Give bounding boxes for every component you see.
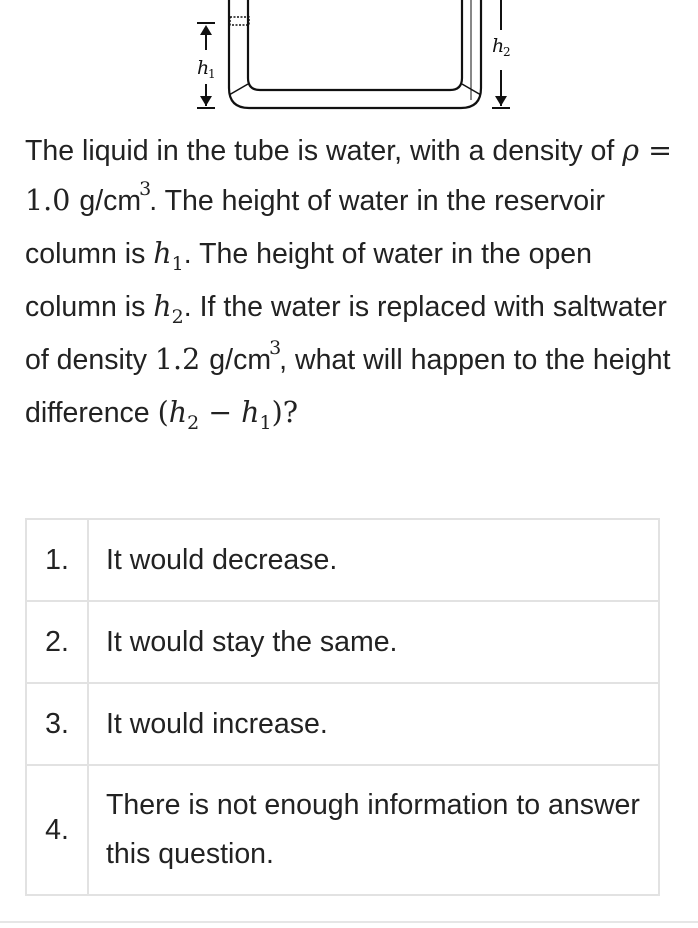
answer-options-table [25, 518, 660, 896]
option-number: 1. [26, 519, 88, 601]
saltwater-density-value: 1.2 [154, 343, 210, 376]
option-number: 4. [26, 765, 88, 895]
option-number: 3. [26, 683, 88, 765]
u-tube-inner-wall [248, 0, 462, 90]
saltwater-density-unit: g/cm [209, 344, 272, 376]
option-text: There is not enough information to answer this question. [88, 765, 659, 895]
h2-label-sub: 2 [503, 45, 511, 59]
h1-subscript: 1 [171, 253, 184, 275]
answer-option[interactable] [26, 683, 659, 765]
u-tube-outer-wall [229, 0, 481, 108]
h2-label: h [492, 35, 505, 57]
bend-line-left [229, 84, 248, 95]
paren-open: ( [157, 396, 169, 429]
h2-arrowhead-down [495, 96, 507, 106]
h1-symbol: h [153, 237, 172, 270]
reservoir-cap [230, 17, 249, 25]
h1-arrowhead-down [200, 96, 212, 106]
question-part: . If the water is replaced with saltwater of density [25, 291, 667, 376]
minus-sign: − [199, 396, 242, 429]
h2-symbol: h [168, 396, 188, 429]
unit-exponent: 3 [139, 178, 152, 200]
rho-symbol: ρ [622, 134, 640, 167]
option-text: It would increase. [88, 683, 659, 765]
unit-exponent: 3 [269, 337, 282, 359]
h1-symbol: h [241, 396, 260, 429]
question-part: The liquid in the tube is water, with a density of [25, 135, 623, 167]
density-unit: g/cm [79, 185, 142, 217]
question-part: , what will happen to the height difference [25, 344, 671, 429]
option-text: It would stay the same. [88, 601, 659, 683]
u-tube-diagram [0, 0, 698, 125]
paren-close: )? [271, 396, 299, 429]
option-text: It would decrease. [88, 519, 659, 601]
question-part: . The height of water in the reservoir column is [25, 185, 605, 270]
h1-arrowhead-up [200, 25, 212, 35]
h2-symbol: h [153, 290, 172, 323]
divider [0, 921, 698, 923]
h2-subscript: 2 [187, 412, 200, 434]
h1-label: h [197, 57, 210, 79]
option-number: 2. [26, 601, 88, 683]
density-value: = 1.0 [25, 134, 672, 217]
h1-label-sub: 1 [208, 67, 216, 81]
answer-option[interactable] [26, 765, 659, 895]
question-part: . The height of water in the open column is [25, 238, 593, 323]
question-text [25, 126, 675, 441]
h2-subscript: 2 [171, 306, 184, 328]
answer-option[interactable] [26, 519, 659, 601]
answer-option[interactable] [26, 601, 659, 683]
h1-subscript: 1 [259, 412, 272, 434]
